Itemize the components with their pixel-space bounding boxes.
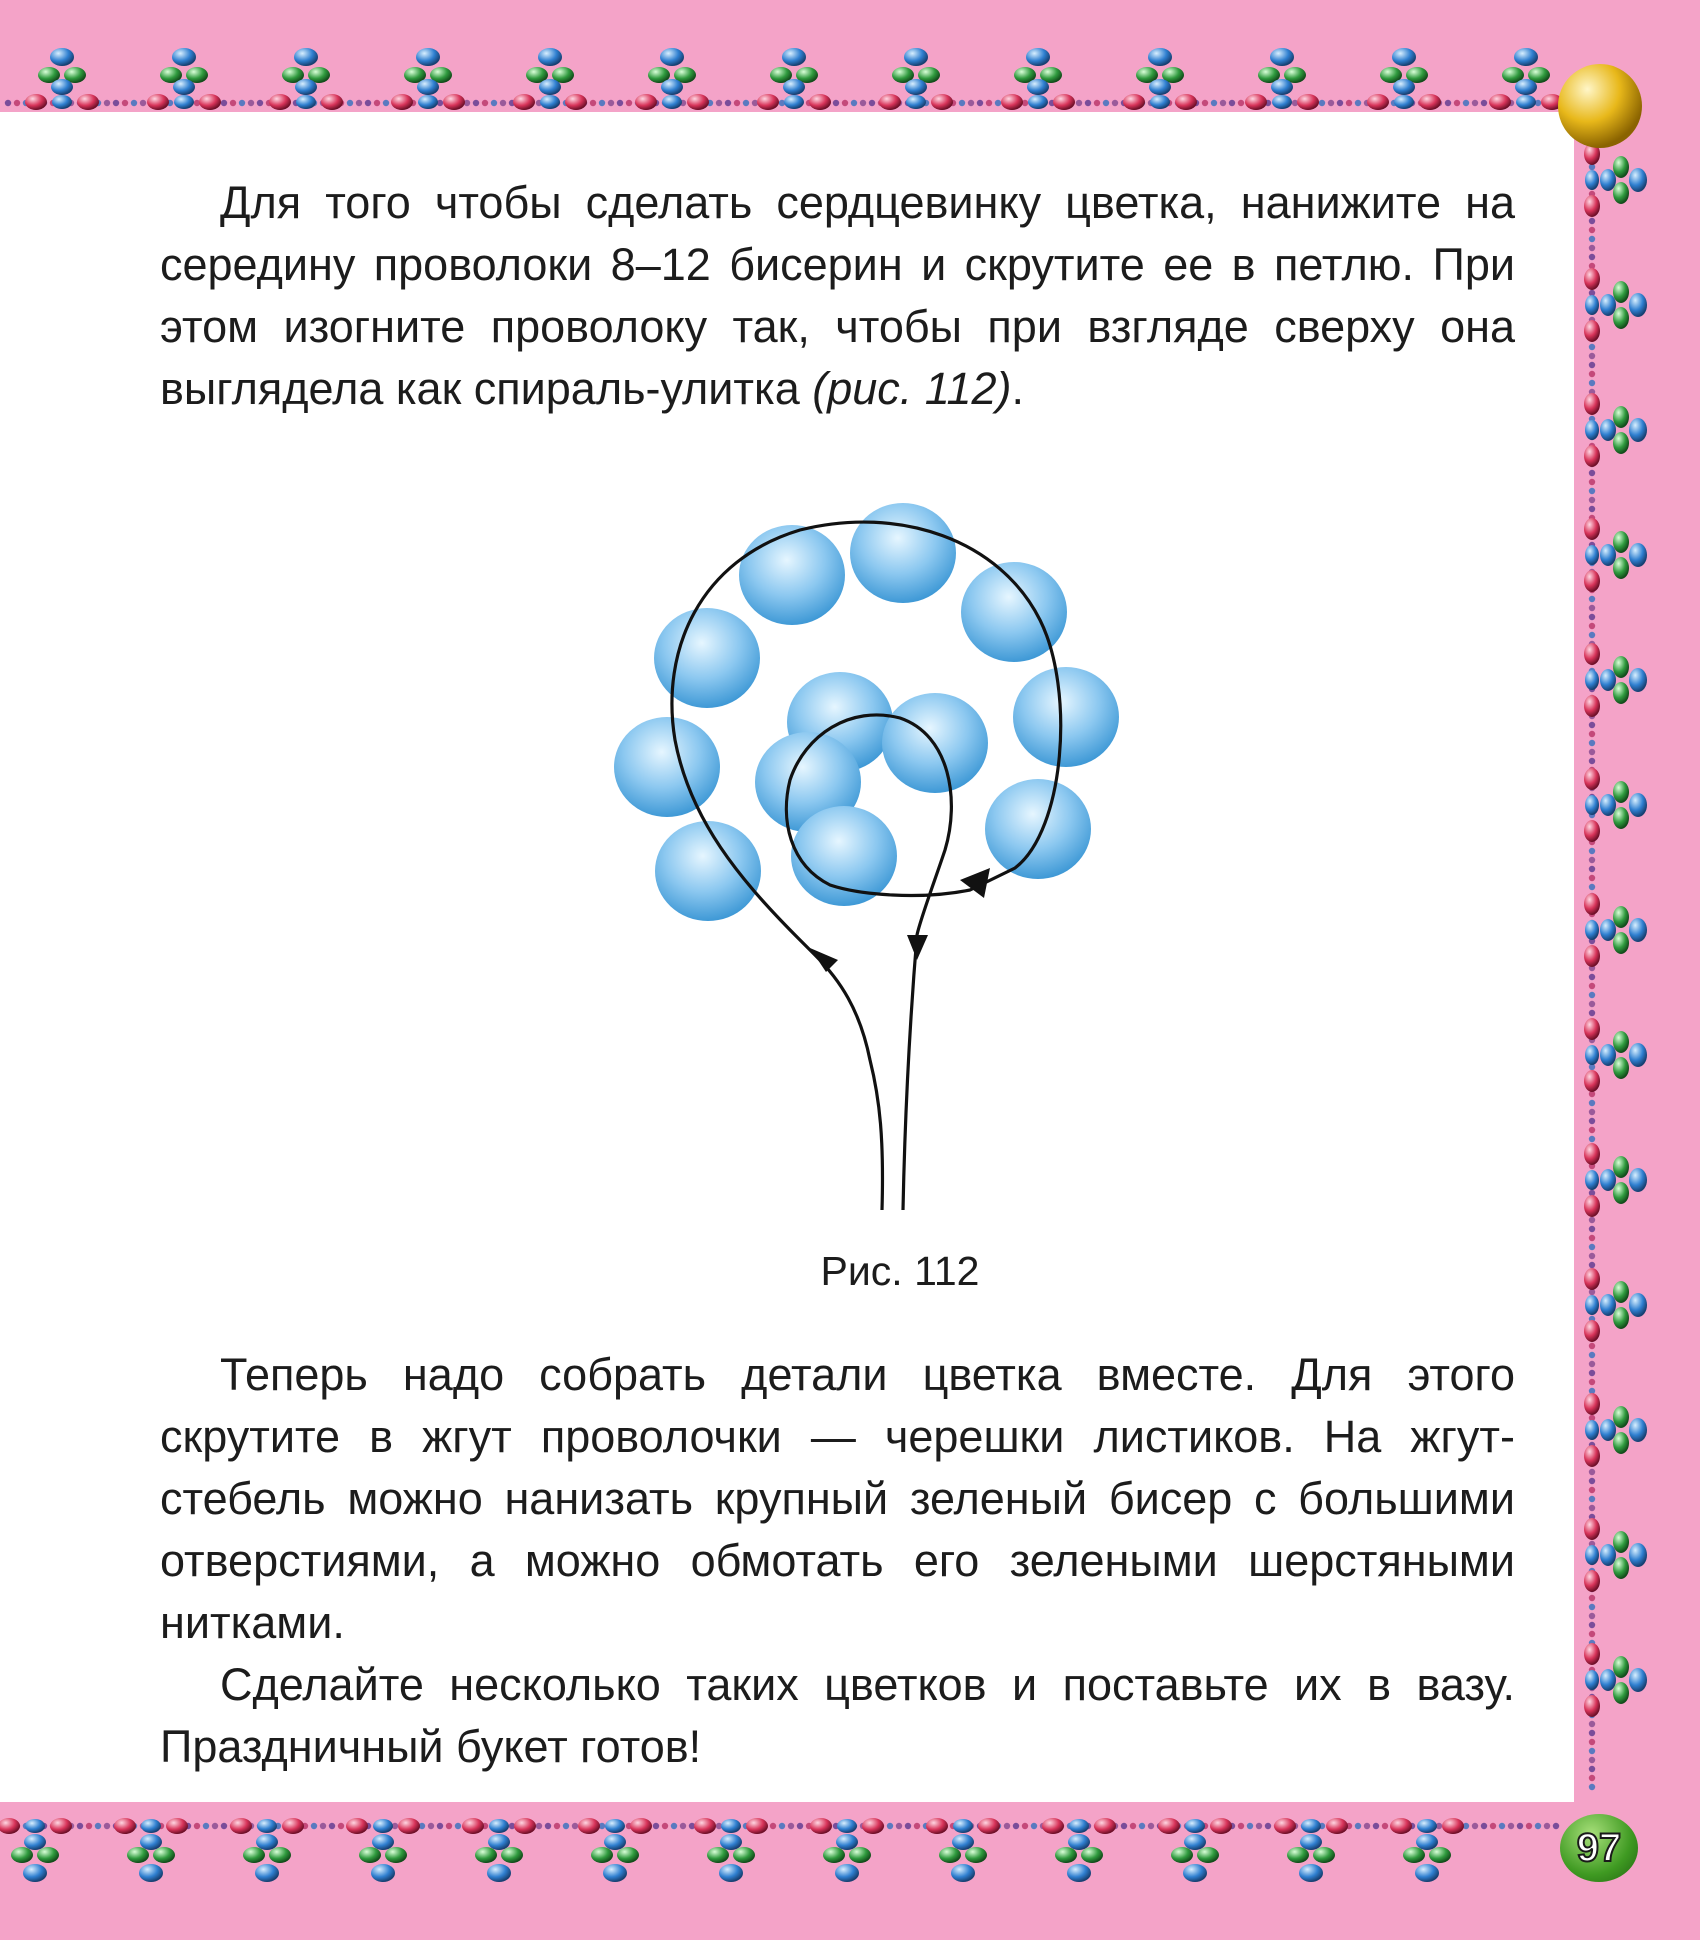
page-number-badge (1560, 1814, 1638, 1882)
bead (850, 503, 956, 603)
bead (1013, 667, 1119, 767)
bead-spiral (614, 503, 1119, 921)
figure-reference: (рис. 112) (812, 363, 1012, 414)
arrow-left-right (960, 868, 990, 898)
paragraph-assembly: Теперь надо собрать детали цветка вместе. Для этого скрутите в жгут проволочки — черешки листиков. На жгут-стебель можно нанизать крупный зеленый бисер с большими отверстиями, а можно обмотать его зелеными шерстяными нитками. (160, 1349, 1515, 1648)
bead (791, 806, 897, 906)
bead (654, 608, 760, 708)
page-number: 97 (1576, 1825, 1622, 1870)
bead (739, 525, 845, 625)
arrow-down (907, 935, 928, 960)
paragraph-bouquet: Сделайте несколько таких цветков и поставьте их в вазу. Праздничный букет готов! (160, 1659, 1515, 1772)
paragraph-intro-end: . (1011, 363, 1025, 414)
figure-caption: Рис. 112 (820, 1248, 980, 1294)
bead (985, 779, 1091, 879)
bead (614, 717, 720, 817)
paragraph-intro-text: Для того чтобы сделать сердцевинку цветка, нанижите на середину проволоки 8–12 бисерин и скрутите ее в петлю. При этом изогните проволоку так, чтобы при взгляде сверху она выглядела как спираль-улитка (160, 177, 1515, 414)
bead (655, 821, 761, 921)
arrow-up-left (810, 948, 838, 972)
